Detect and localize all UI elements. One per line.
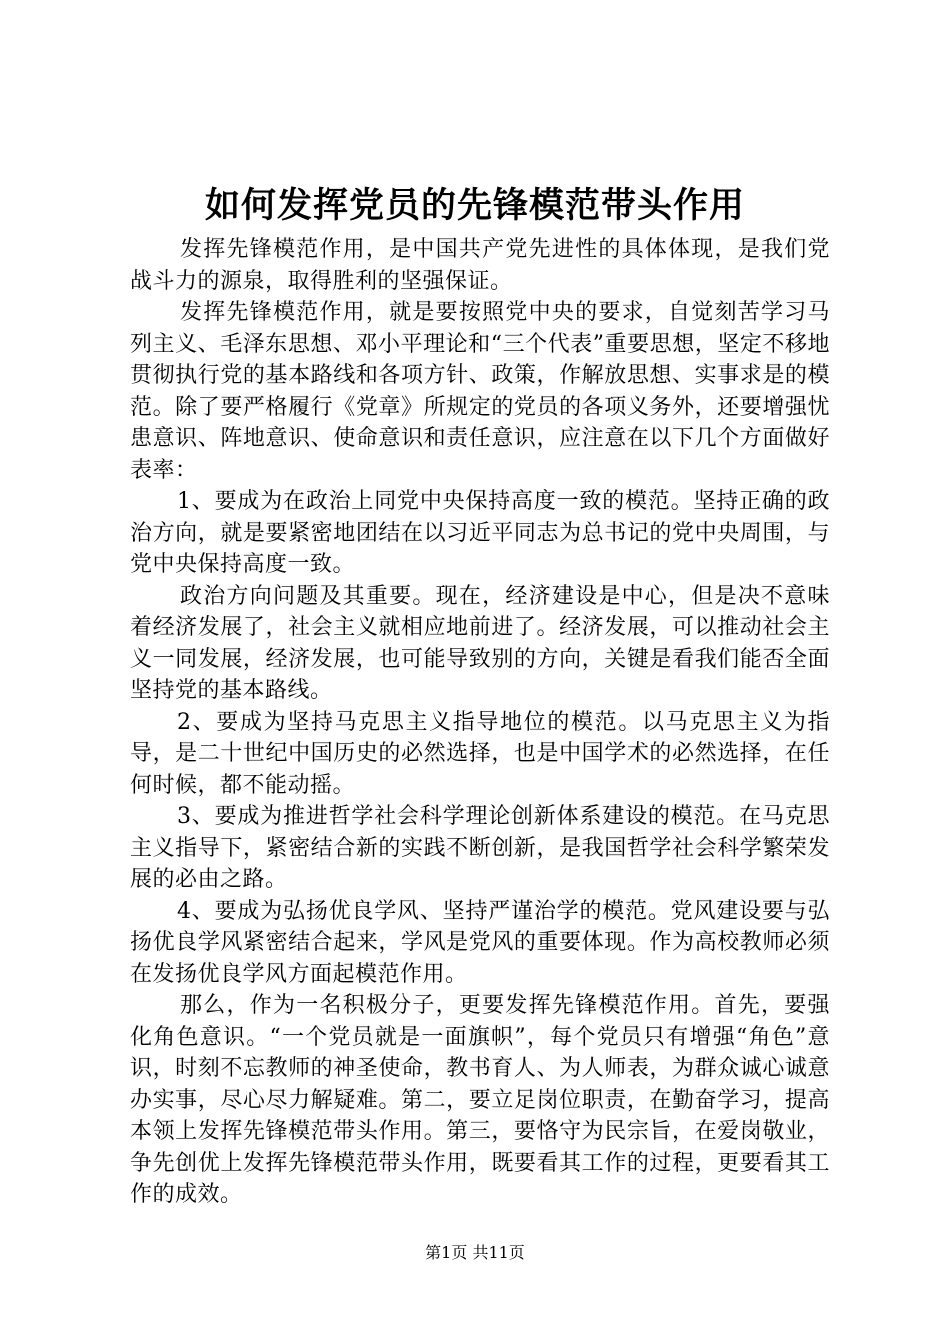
paragraph-intro: 发挥先锋模范作用，是中国共产党先进性的具体体现，是我们党战斗力的源泉，取得胜利的坚强保证。 — [130, 237, 830, 294]
paragraph-requirements: 发挥先锋模范作用，就是要按照党中央的要求，自觉刻苦学习马列主义、毛泽东思想、邓小平理论和“三个代表”重要思想，坚定不移地贯彻执行党的基本路线和各项方针、政策，作解放思想、实事求是的模范。除了要严格履行《党章》所规定的党员的各项义务外，还要增强忧患意识、阵地意识、使命意识和责任意识，应注意在以下几个方面做好表率： — [130, 300, 830, 483]
paragraph-point-1: 1、要成为在政治上同党中央保持高度一致的模范。坚持正确的政治方向，就是要紧密地团结在以习近平同志为总书记的党中央周围，与党中央保持高度一致。 — [130, 489, 830, 577]
paragraph-political-direction: 政治方向问题及其重要。现在，经济建设是中心，但是决不意味着经济发展了，社会主义就相应地前进了。经济发展，可以推动社会主义一同发展，经济发展，也可能导致别的方向，关键是看我们能否全面坚持党的基本路线。 — [130, 583, 830, 703]
paragraph-point-4: 4、要成为弘扬优良学风、坚持严谨治学的模范。党风建设要与弘扬优良学风紧密结合起来，学风是党风的重要体现。作为高校教师必须在发扬优良学风方面起模范作用。 — [130, 898, 830, 987]
document-title: 如何发挥党员的先锋模范带头作用 — [204, 185, 745, 226]
page-number-footer: 第1页 共11页 — [425, 1243, 525, 1262]
paragraph-point-2: 2、要成为坚持马克思主义指导地位的模范。以马克思主义为指导，是二十世纪中国历史的必然选择，也是中国学术的必然选择，在任何时候，都不能动摇。 — [130, 709, 830, 798]
paragraph-point-3: 3、要成为推进哲学社会科学理论创新体系建设的模范。在马克思主义指导下，紧密结合新的实践不断创新，是我国哲学社会科学繁荣发展的必由之路。 — [130, 804, 830, 892]
document-body — [130, 234, 830, 1211]
paragraph-conclusion: 那么，作为一名积极分子，更要发挥先锋模范作用。首先，要强化角色意识。“一个党员就是一面旗帜”，每个党员只有增强“角色”意识，时刻不忘教师的神圣使命，教书育人、为人师表，为群众诚心诚意办实事，尽心尽力解疑难。第二，要立足岗位职责，在勤奋学习，提高本领上发挥先锋模范带头作用。第三，要恪守为民宗旨，在爱岗敬业，争先创优上发挥先锋模范带头作用，既要看其工作的过程，更要看其工作的成效。 — [130, 993, 830, 1207]
